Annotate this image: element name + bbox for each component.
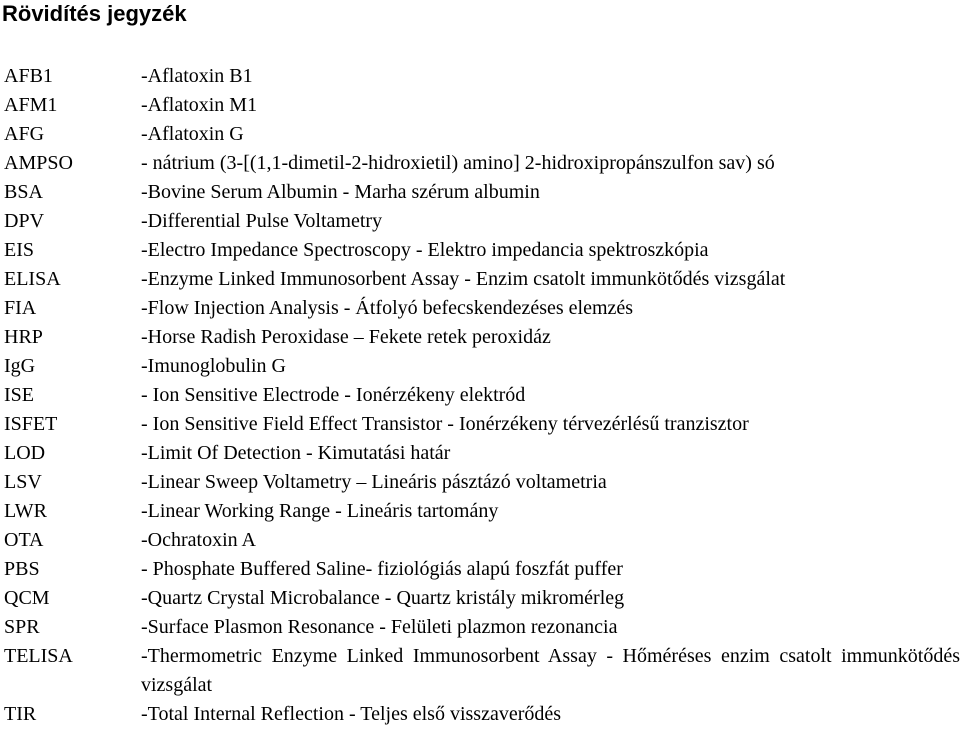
abbreviation: FIA: [4, 297, 37, 319]
list-item: [0, 352, 960, 381]
definition: - nátrium (3-[(1,1-dimetil-2-hidroxietil) amino] 2-hidroxipropánszulfon sav) só: [141, 152, 775, 174]
abbreviation: LWR: [4, 500, 47, 522]
definition: -Aflatoxin G: [141, 123, 244, 145]
abbreviation: BSA: [4, 181, 43, 203]
list-item: [0, 613, 960, 642]
abbreviation: LOD: [4, 442, 46, 464]
definition: -Ochratoxin A: [141, 529, 256, 551]
definition: -Enzyme Linked Immunosorbent Assay - Enzim csatolt immunkötődés vizsgálat: [141, 268, 786, 290]
definition: -Aflatoxin B1: [141, 65, 253, 87]
abbreviation: TELISA: [4, 645, 73, 667]
abbreviation: HRP: [4, 326, 43, 348]
list-item: [0, 294, 960, 323]
abbreviation: AFB1: [4, 65, 53, 87]
definition: -Quartz Crystal Microbalance - Quartz kristály mikromérleg: [141, 587, 625, 609]
list-item: [0, 642, 960, 700]
list-item: [0, 265, 960, 294]
abbreviation: OTA: [4, 529, 44, 551]
definition: -Limit Of Detection - Kimutatási határ: [141, 442, 451, 464]
definition: -Linear Working Range - Lineáris tartomány: [141, 500, 499, 522]
list-item: [0, 149, 960, 178]
definition: -Bovine Serum Albumin - Marha szérum albumin: [141, 181, 540, 203]
list-item: [0, 555, 960, 584]
list-item: [0, 439, 960, 468]
definition: -Imunoglobulin G: [141, 355, 286, 377]
definition: -Total Internal Reflection - Teljes első visszaverődés: [141, 703, 562, 725]
list-item: [0, 700, 960, 729]
definition: -Surface Plasmon Resonance - Felületi plazmon rezonancia: [141, 616, 618, 638]
definition: -Differential Pulse Voltametry: [141, 210, 383, 232]
abbreviation: EIS: [4, 239, 34, 261]
definition: - Phosphate Buffered Saline- fiziológiás alapú foszfát puffer: [141, 558, 623, 580]
abbreviation: DPV: [4, 210, 45, 232]
list-item: [0, 62, 960, 91]
list-item: [0, 178, 960, 207]
abbreviation: ELISA: [4, 268, 61, 290]
list-item: [0, 468, 960, 497]
list-item: [0, 381, 960, 410]
list-item: [0, 236, 960, 265]
abbreviation: ISE: [4, 384, 34, 406]
page-title: Rövidítés jegyzék: [2, 1, 187, 26]
abbreviation: IgG: [4, 355, 36, 377]
abbreviation: AMPSO: [4, 152, 73, 174]
abbreviation: AFM1: [4, 94, 58, 116]
list-item: [0, 207, 960, 236]
definition: -Thermometric Enzyme Linked Immunosorbent Assay - Hőméréses enzim csatolt immunkötődés vizsgálat: [141, 645, 960, 696]
list-item: [0, 323, 960, 352]
definition: -Horse Radish Peroxidase – Fekete retek peroxidáz: [141, 326, 551, 348]
abbreviation: PBS: [4, 558, 40, 580]
abbreviation: SPR: [4, 616, 40, 638]
list-item: [0, 91, 960, 120]
definition: -Linear Sweep Voltametry – Lineáris pásztázó voltametria: [141, 471, 607, 493]
list-item: [0, 584, 960, 613]
list-item: [0, 120, 960, 149]
abbreviation-list: [0, 62, 960, 729]
definition: - Ion Sensitive Field Effect Transistor - Ionérzékeny térvezérlésű tranzisztor: [141, 413, 749, 435]
definition: -Electro Impedance Spectroscopy - Elektro impedancia spektroszkópia: [141, 239, 709, 261]
list-item: [0, 410, 960, 439]
definition: -Flow Injection Analysis - Átfolyó befecskendezéses elemzés: [141, 297, 634, 319]
abbreviation: QCM: [4, 587, 50, 609]
list-item: [0, 497, 960, 526]
abbreviation: ISFET: [4, 413, 58, 435]
list-item: [0, 526, 960, 555]
abbreviation: TIR: [4, 703, 37, 725]
abbreviation: AFG: [4, 123, 45, 145]
definition: - Ion Sensitive Electrode - Ionérzékeny elektród: [141, 384, 526, 406]
definition: -Aflatoxin M1: [141, 94, 258, 116]
abbreviation: LSV: [4, 471, 42, 493]
